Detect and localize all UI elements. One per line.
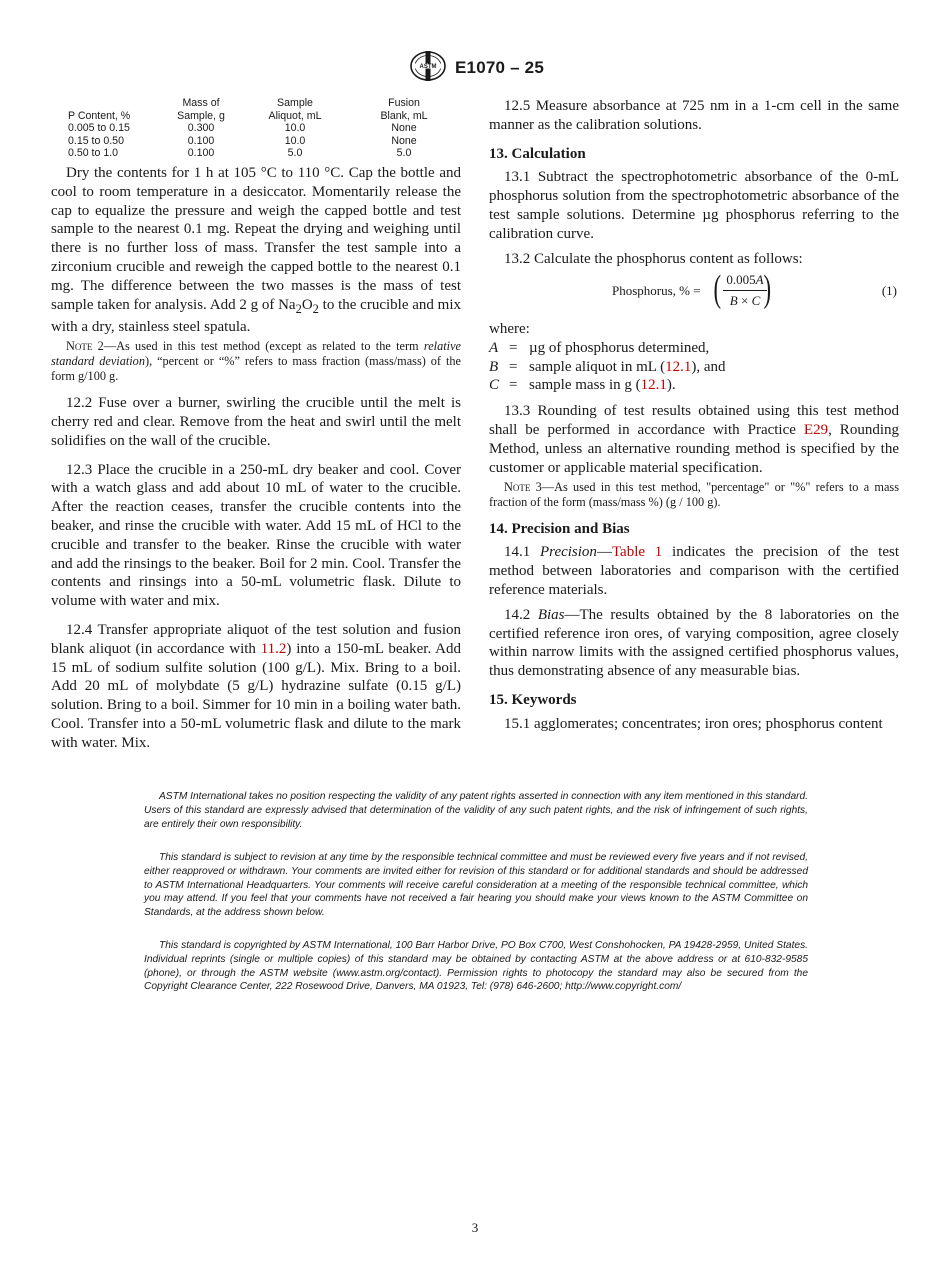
header-cell: Aliquot, mL [268,109,322,122]
paragraph-15-1: 15.1 agglomerates; concentrates; iron ores; phosphorus content [504,715,883,732]
fraction-denominator [723,291,767,309]
notice-text: ASTM International takes no position respecting the validity of any patent rights asserted in connection with any item mentioned in this standard. Users of this standard are expressly advised that determination of the validity of any such patent rights, and the risk of infringement of such rights, are entirely their own responsibility. [144,791,808,830]
table-cell: 5.0 [287,147,303,160]
text-run: O [301,296,313,313]
header-cell [51,97,159,110]
header-cell: Fusion [388,97,420,109]
paren-left: ( [713,268,722,311]
variable: B [729,293,738,309]
emphasis: relative standard deviation [51,339,461,369]
left-column [51,97,461,752]
paragraph-13-2: 13.2 Calculate the phosphorus content as follows: [504,250,803,267]
table-cell: 5.0 [396,147,412,160]
section-heading-15: 15. Keywords [489,691,577,708]
text-run: to the crucible and mix with a dry, stainless steel spatula. [51,296,461,336]
operator: × [737,293,752,309]
variable-symbol: A [489,340,499,357]
link-12-1[interactable]: 12.1 [640,376,667,393]
note-label: Note [504,479,531,494]
variable-symbol: C [489,376,500,393]
equals-sign: = [509,358,518,375]
link-11-2[interactable]: 11.2 [260,640,287,657]
paragraph-12-3: 12.3 Place the crucible in a 250-mL dry beaker and cool. Cover with a watch glass and add about 10 mL of water to the crucible. After the reaction ceases, transfer the crucible contents into the beaker, and rinse the crucible with water. Add 15 mL of HCl to the crucible and transfer to the beaker. Rinse the crucible with water and add the rinsings to the beaker. Boil for 2 min. Cool. Transfer the contents and rinsings into a 50-mL volumetric flask. Dilute to volume with water and mix. [51,461,461,610]
paragraph-dry-contents [51,164,461,337]
paragraph-12-2: 12.2 Fuse over a burner, swirling the crucible until the melt is cherry red and clear. Remove from the heat and swirl until the melt solidifies on the wall of the crucible. [51,395,461,449]
paragraph-13-1: 13.1 Subtract the spectrophotometric absorbance of the 0-mL phosphorus solution from the spectrophotometric absorbance of the test sample solutions. Determine µg phosphorus referring to the calibration curve. [489,169,899,242]
paren-right: ) [763,268,772,311]
text-run: sample mass in g ( [529,376,641,393]
notice-text: This standard is copyrighted by ASTM International, 100 Barr Harbor Drive, PO Box C700, West Conshohocken, PA 19428-2959, United States. Individual reprints (single or multiple copies) of this standard may be obtained by contacting ASTM at the above address or at 610-832-9585 (phone), or through the ASTM website (www.astm.org/contact). Permission rights to photocopy the standard may also be secured from the Copyright Clearance Center, 222 Rosewood Drive, Danvers, MA 01923, Tel: (978) 646-2600; http://www.copyright.com/ [144,940,808,993]
text-run: ), and [691,358,726,375]
table-cell: None [391,122,417,135]
table-row [51,147,461,160]
standard-designation: E1070 – 25 [455,58,544,77]
where-label: where: [489,321,530,338]
equals-sign: = [509,376,518,393]
table-row [51,135,461,148]
paragraph-12-4 [51,621,461,753]
link-e29[interactable]: E29 [803,422,829,439]
text-run: 2—As used in this test method (except as related to the term [92,339,424,354]
header-cell: Blank, mL [380,109,428,122]
revision-notice [144,851,808,920]
patent-notice [144,790,808,831]
link-table-1[interactable]: Table 1 [611,544,663,561]
table-row [51,122,461,135]
sample-table [51,97,461,160]
copyright-notice [144,939,808,994]
subscript: 2 [312,301,319,316]
variable: C [751,293,761,309]
logo-text: ASTM [419,63,437,70]
text-run: ). [666,376,676,393]
text-run: µg of phosphorus determined, [529,340,710,357]
text-run: 3—As used in this test method, "percentage" or "%" refers to a mass fraction of the form (mass/mass %) (g / 100 g). [489,479,899,509]
right-column [489,97,899,734]
text-run: — [596,544,612,561]
text-run: Dry the contents for 1 h at 105 °C to 110 °C. Cap the bottle and cool to room temperature in a desiccator. Momentarily release the cap to equalize the pressure and weigh the capped bottle and test sample to the nearest 0.1 mg. Repeat the drying and weighing until there is no further loss of mass. Transfer the test sample into a zirconium crucible and reweigh the capped bottle to the nearest 0.1 mg. The difference between the two masses is the mass of test sample taken for analysis. Add 2 g of Na [51,164,461,313]
variable-description [529,376,676,394]
header-cell: Sample, g [177,109,225,122]
text-run: indicates the precision of the test method between laboratories and comparison with the certified reference materials. [489,544,899,598]
table-cell: None [391,134,417,147]
section-heading-14: 14. Precision and Bias [489,520,630,537]
text-run: 13.3 Rounding of test results obtained using this test method shall be performed in accordance with Practice [489,403,899,439]
equation-1 [489,270,899,314]
note-3 [489,480,899,510]
header-cell: P Content, % [68,109,131,122]
text-run: ) into a 150-mL beaker. Add 15 mL of sodium sulfite solution (100 g/L). Mix. Bring to a boil. Add 20 mL of molybdate (5 g/L) hydrazine sulfate (0.15 g/L) solution. Bring to a boil. Simmer for 10 min in a boiling water bath. Cool. Transfer into a 50-mL volumetric flask and dilute to the mark with water. Mix. [51,640,461,751]
variable-description [529,358,726,376]
note-2 [51,339,461,384]
paragraph-14-2 [489,606,899,681]
variable-definition [489,358,899,376]
text-run: ), “percent or “%” refers to mass fraction (mass/mass) of the form g/100 g. [51,354,461,384]
text-run: , Rounding Method, unless an alternative rounding method is specified by the customer or applicable material specification. [489,422,899,476]
table-header-row [51,97,461,110]
text-run: —The results obtained by the 8 laboratories on the certified reference iron ores, of varying composition, agree closely within narrow limits with the assigned certified phosphorus values, thus demonstrating absence of any measurable bias. [489,606,900,680]
page-number: 3 [471,1220,479,1235]
equation-fraction [723,272,767,309]
table-cell: 0.100 [187,134,215,147]
table-cell: 0.50 to 1.0 [68,147,119,160]
table-cell: 0.15 to 0.50 [68,134,124,147]
note-label: Note [66,339,93,354]
astm-logo-icon [409,50,447,82]
table-cell: 0.005 to 0.15 [68,122,130,135]
fraction-numerator [723,272,767,291]
variable: A [755,272,764,288]
paragraph-13-3 [489,402,899,477]
equation-number: (1) [881,283,897,299]
subscript: 2 [295,301,302,316]
text-run: sample aliquot in mL ( [529,358,666,375]
paragraph-12-5: 12.5 Measure absorbance at 725 nm in a 1-cm cell in the same manner as the calibration solutions. [489,98,899,133]
notice-text: This standard is subject to revision at any time by the responsible technical committee and must be reviewed every five years and if not revised, either reapproved or withdrawn. Your comments are invited either for revision of this standard or for additional standards and should be addressed to ASTM International Headquarters. Your comments will receive careful consideration at a meeting of the responsible technical committee, which you may attend. If you feel that your comments have not received a fair hearing you should make your views known to the ASTM Committee on Standards, at the address shown below. [144,852,808,919]
table-cell: 0.100 [187,147,215,160]
table-header-row [51,110,461,123]
equals-sign: = [509,340,518,357]
page-header [0,50,950,84]
table-cell: 10.0 [284,122,306,135]
variable-description [529,339,709,357]
variable-definition [489,376,899,394]
link-12-1[interactable]: 12.1 [665,358,692,375]
text-run: 0.005 [726,272,756,288]
section-heading-13: 13. Calculation [489,145,586,162]
paragraph-14-1 [489,543,899,599]
variable-definition [489,339,899,357]
variable-symbol: B [489,358,499,375]
table-cell: 0.300 [187,122,215,135]
text-run: 14.1 [504,544,540,561]
header-cell: Mass of [182,97,220,109]
equation-lhs: Phosphorus, % = [612,283,701,299]
text-run: 12.4 Transfer appropriate aliquot of the test solution and fusion blank aliquot (in accordance with [51,621,461,657]
emphasis: Bias [537,606,565,623]
header-cell: Sample [277,97,313,109]
text-run: 14.2 [504,606,538,623]
emphasis: Precision [540,544,597,561]
table-cell: 10.0 [284,134,306,147]
